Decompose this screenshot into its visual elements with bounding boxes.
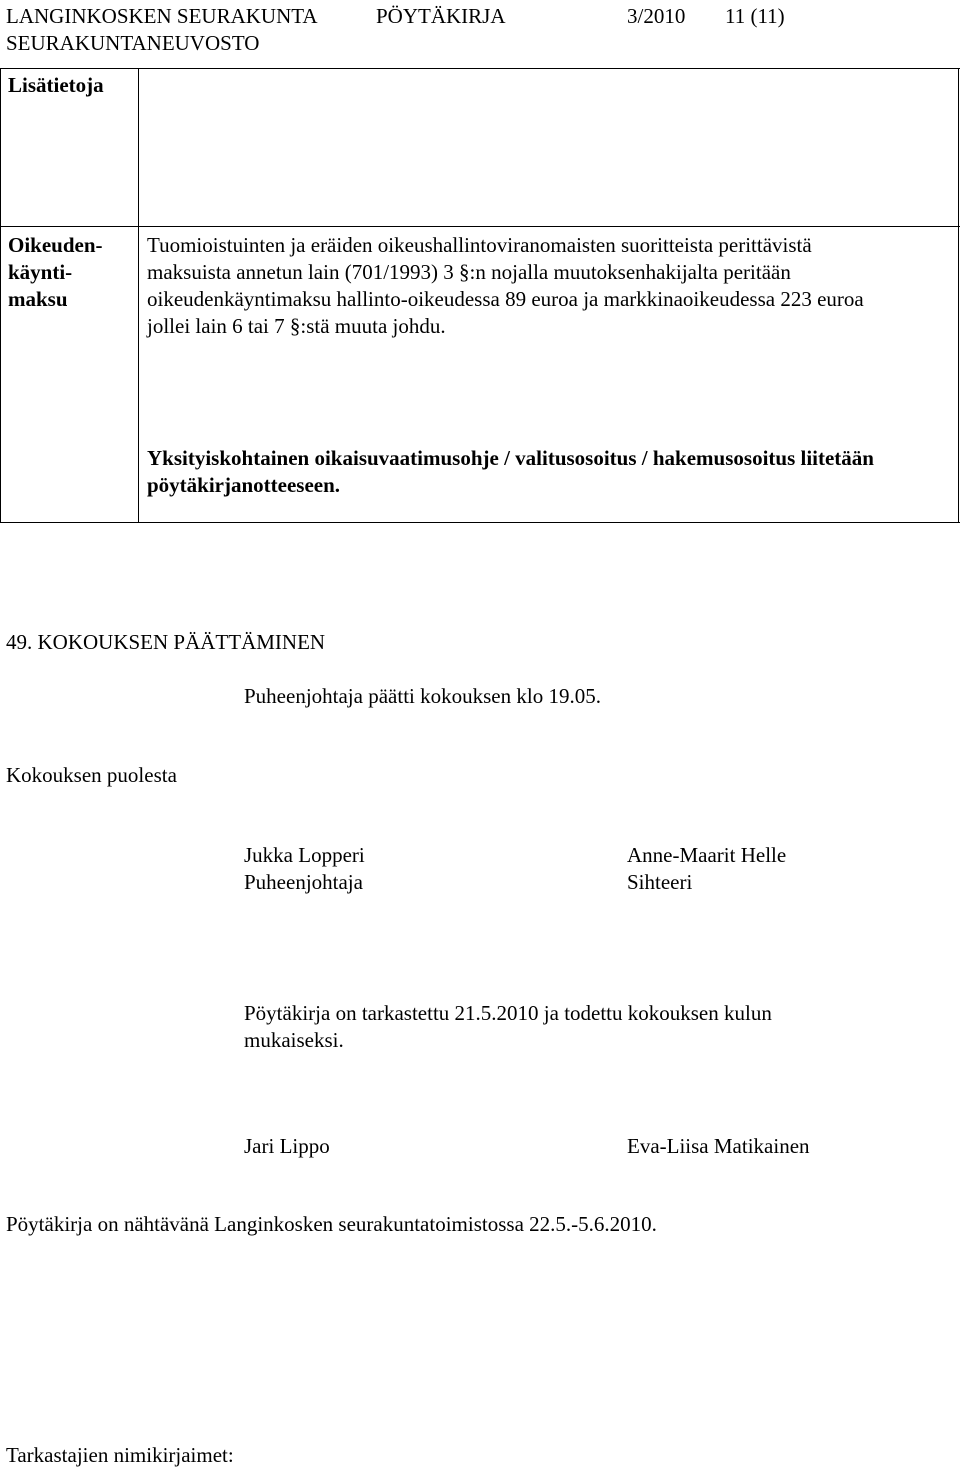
page-number: 11 (11) — [725, 4, 785, 28]
governing-body: SEURAKUNTANEUVOSTO — [6, 31, 260, 55]
appeal-instruction-line-2: pöytäkirjanotteeseen. — [147, 473, 341, 497]
additional-info-label: Lisätietoja — [8, 73, 104, 97]
initials-label: Tarkastajien nimikirjaimet: — [6, 1443, 234, 1467]
reviewer-2-name: Eva-Liisa Matikainen — [627, 1134, 810, 1158]
appeal-instruction-line-1: Yksityiskohtainen oikaisuvaatimusohje / valitusosoitus / hakemusosoitus liitetään — [147, 446, 874, 470]
reviewer-1-name: Jari Lippo — [244, 1134, 330, 1158]
court-fee-text-line-3: oikeudenkäyntimaksu hallinto-oikeudessa 89 euroa ja markkinaoikeudessa 223 euroa — [147, 287, 864, 311]
secretary-title: Sihteeri — [627, 870, 693, 894]
court-fee-label-line-2: käynti- — [8, 260, 73, 284]
chair-name: Jukka Lopperi — [244, 843, 365, 867]
document-number: 3/2010 — [627, 4, 686, 28]
court-fee-text-line-2: maksuista annetun lain (701/1993) 3 §:n nojalla muutoksenhakijalta peritään — [147, 260, 791, 284]
court-fee-text-line-1: Tuomioistuinten ja eräiden oikeushallintoviranomaisten suoritteista perittävistä — [147, 233, 812, 257]
section-text: Puheenjohtaja päätti kokouksen klo 19.05. — [244, 684, 601, 708]
court-fee-label-line-3: maksu — [8, 287, 68, 311]
on-behalf-label: Kokouksen puolesta — [6, 763, 177, 787]
secretary-name: Anne-Maarit Helle — [627, 843, 787, 867]
chair-title: Puheenjohtaja — [244, 870, 363, 894]
public-notice: Pöytäkirja on nähtävänä Langinkosken seurakuntatoimistossa 22.5.-5.6.2010. — [6, 1212, 657, 1236]
review-text-line-2: mukaiseksi. — [244, 1028, 344, 1052]
org-name: LANGINKOSKEN SEURAKUNTA — [6, 4, 318, 28]
court-fee-text-line-4: jollei lain 6 tai 7 §:stä muuta johdu. — [147, 314, 446, 338]
document-type: PÖYTÄKIRJA — [376, 4, 506, 28]
section-heading: 49. KOKOUKSEN PÄÄTTÄMINEN — [6, 630, 326, 654]
review-text-line-1: Pöytäkirja on tarkastettu 21.5.2010 ja todettu kokouksen kulun — [244, 1001, 772, 1025]
court-fee-label-line-1: Oikeuden- — [8, 233, 103, 257]
